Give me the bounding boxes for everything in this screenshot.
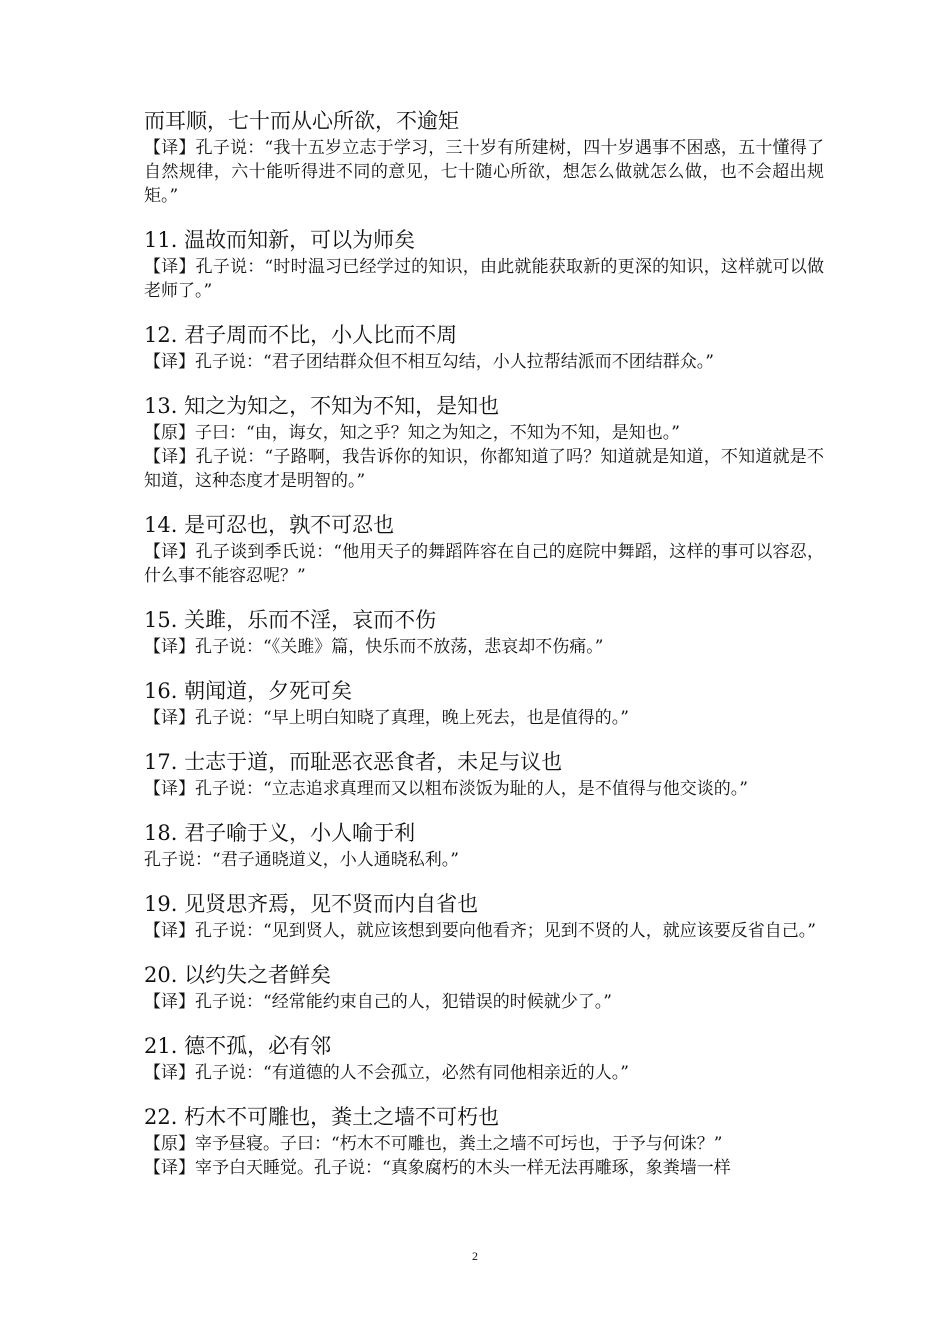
translation-text: 【译】孔子说：“子路啊，我告诉你的知识，你都知道了吗？知道就是知道，不知道就是不知道，这种态度才是明智的。” <box>144 447 824 491</box>
section-12 <box>144 320 824 374</box>
translation-text: 【译】孔子说：“见到贤人，就应该想到要向他看齐；见到不贤的人，就应该要反省自己。” <box>144 921 816 941</box>
section-heading: 15. 关雎，乐而不淫，哀而不伤 <box>144 608 437 632</box>
section-heading: 而耳顺，七十而从心所欲，不逾矩 <box>144 109 459 133</box>
section-heading: 17. 士志于道，而耻恶衣恶食者，未足与议也 <box>144 750 563 774</box>
section-21 <box>144 1031 824 1085</box>
section-heading: 12. 君子周而不比，小人比而不周 <box>144 323 458 347</box>
section-20 <box>144 960 824 1014</box>
section-13 <box>144 391 824 493</box>
translation-text: 【译】孔子说：“君子团结群众但不相互勾结，小人拉帮结派而不团结群众。” <box>144 352 714 372</box>
page-content <box>144 106 824 1197</box>
translation-text: 【译】孔子说：“有道德的人不会孤立，必然有同他相亲近的人。” <box>144 1063 629 1083</box>
section-16 <box>144 676 824 730</box>
original-text: 【原】子曰：“由，诲女，知之乎？知之为知之，不知为不知，是知也。” <box>144 423 680 443</box>
translation-text: 【译】孔子说：“立志追求真理而又以粗布淡饭为耻的人，是不值得与他交谈的。” <box>144 779 748 799</box>
translation-text: 【译】孔子说：“经常能约束自己的人，犯错误的时候就少了。” <box>144 992 612 1012</box>
section-18 <box>144 818 824 872</box>
page-number: 2 <box>472 1249 478 1263</box>
section-15 <box>144 605 824 659</box>
section-heading: 19. 见贤思齐焉，见不贤而内自省也 <box>144 892 479 916</box>
translation-text: 【译】宰予白天睡觉。孔子说：“真象腐朽的木头一样无法再雕琢，象粪墙一样 <box>144 1158 731 1178</box>
section-11 <box>144 225 824 303</box>
section-heading: 16. 朝闻道，夕死可矣 <box>144 679 353 703</box>
translation-text: 【译】孔子说：“早上明白知晓了真理，晚上死去，也是值得的。” <box>144 708 629 728</box>
translation-text: 【译】孔子说：“《关雎》篇，快乐而不放荡，悲哀却不伤痛。” <box>144 637 604 657</box>
section-17 <box>144 747 824 801</box>
section-heading: 13. 知之为知之，不知为不知，是知也 <box>144 394 500 418</box>
section-heading: 21. 德不孤，必有邻 <box>144 1034 332 1058</box>
section-0 <box>144 106 824 208</box>
section-14 <box>144 510 824 588</box>
section-19 <box>144 889 824 943</box>
translation-text: 【译】孔子谈到季氏说：“他用天子的舞蹈阵容在自己的庭院中舞蹈，这样的事可以容忍，什么事不能容忍呢？” <box>144 542 824 586</box>
section-heading: 22. 朽木不可雕也，粪土之墙不可朽也 <box>144 1105 500 1129</box>
section-heading: 20. 以约失之者鲜矣 <box>144 963 332 987</box>
translation-text: 【译】孔子说：“时时温习已经学过的知识，由此就能获取新的更深的知识，这样就可以做老师了。” <box>144 257 824 301</box>
section-heading: 11. 温故而知新，可以为师矣 <box>144 228 416 252</box>
section-heading: 18. 君子喻于义，小人喻于利 <box>144 821 416 845</box>
translation-text: 【译】孔子说：“我十五岁立志于学习，三十岁有所建树，四十岁遇事不困惑，五十懂得了自然规律，六十能听得进不同的意见，七十随心所欲，想怎么做就怎么做，也不会超出规矩。” <box>144 138 824 206</box>
original-text: 【原】宰予昼寝。子曰：“朽木不可雕也，粪土之墙不可圬也，于予与何诛？” <box>144 1134 723 1154</box>
translation-text: 孔子说：“君子通晓道义，小人通晓私利。” <box>144 850 459 870</box>
section-heading: 14. 是可忍也，孰不可忍也 <box>144 513 395 537</box>
section-22 <box>144 1102 824 1180</box>
